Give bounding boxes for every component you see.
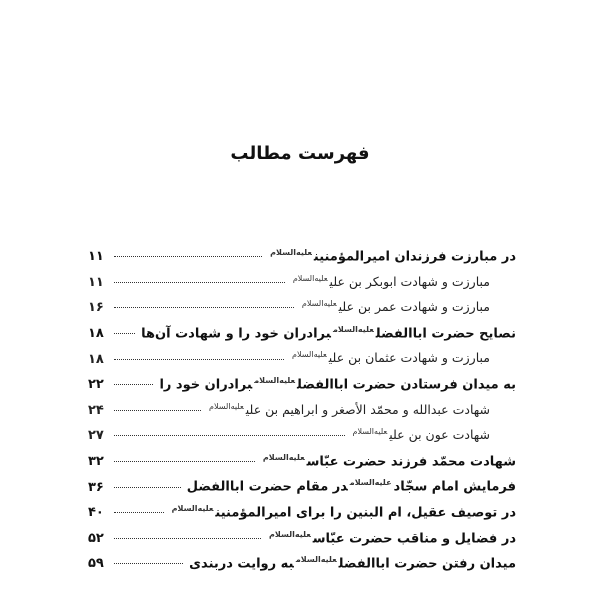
page-title: فهرست مطالب [230,143,370,164]
toc-entry-text: در مبارزت فرزندان امیرالمؤمنین [313,249,516,265]
toc-entry-text: در توصیف عقیل، ام البنین را برای امیرالمؤمنین [215,505,516,521]
toc-entry[interactable] [88,240,516,266]
toc-entry[interactable] [88,317,516,343]
toc-page-number: ۱۱ [88,249,104,265]
toc-page-number: ۱۱ [88,274,104,290]
honorific-glyph-icon: عليه‌السلام [292,350,327,360]
honorific-glyph-icon: عليه‌السلام [171,503,214,513]
toc-page-number: ۱۸ [88,351,104,367]
dot-leader [114,402,201,411]
toc-page-number: ۲۷ [88,428,104,444]
toc-entry-text: در فضایل و مناقب حضرت عبّاس [312,530,516,546]
dot-leader [114,530,261,539]
dot-leader [114,453,255,462]
honorific-glyph-icon: عليه‌السلام [269,529,311,539]
dot-leader [114,351,284,360]
honorific-glyph-icon: عليه‌السلام [352,427,388,437]
toc-entry-title [300,291,490,320]
table-of-contents [88,240,516,573]
toc-entry-text: نصایح حضرت اباالفضل [375,326,516,342]
toc-entry-text: مبارزت و شهادت عثمان بن علی [328,350,490,366]
toc-entry[interactable] [88,419,516,445]
toc-page-number: ۲۴ [88,402,104,418]
toc-entry-text-continued: برادران خود را [159,377,253,393]
dot-leader [114,325,135,334]
toc-page-number: ۴۰ [88,505,104,521]
toc-page-number: ۱۶ [88,300,104,316]
toc-entry-text: به میدان فرستادن حضرت اباالفضل [297,377,516,393]
toc-entry-text: شهادت عبدالله و محمّد الأصغر و ابراهیم بن علی [245,401,490,417]
honorific-glyph-icon: عليه‌السلام [262,452,305,462]
toc-entry-text: شهادت عون بن علی [389,427,490,443]
toc-page-number: ۵۲ [88,530,104,546]
toc-page-number: ۲۲ [88,377,104,393]
toc-entry-text-continued: در مقام حضرت اباالفضل [186,479,348,495]
toc-entry-text: فرمایش امام سجّاد [393,479,516,495]
toc-entry-text-continued: به روایت دربندی [189,556,294,572]
honorific-glyph-icon: عليه‌السلام [301,299,337,309]
toc-entry[interactable] [88,445,516,471]
dot-leader [114,274,285,283]
toc-entry-title [207,394,490,423]
toc-entry-title [351,419,491,448]
dot-leader [114,299,294,308]
dot-leader [114,479,181,488]
dot-leader [114,427,345,436]
toc-entry[interactable] [88,547,516,573]
toc-entry-text: میدان رفتن حضرت اباالفضل [338,556,516,572]
toc-page-number: ۳۶ [88,479,104,495]
toc-entry-text: شهادت محمّد فرزند حضرت عبّاس [306,454,516,470]
toc-entry[interactable] [88,470,516,496]
toc-entry-title [189,547,516,577]
honorific-glyph-icon: عليه‌السلام [209,401,244,411]
toc-entry[interactable] [88,394,516,420]
honorific-glyph-icon: عليه‌السلام [332,324,374,334]
toc-page-number: ۱۸ [88,326,104,342]
toc-entry-title [290,342,490,371]
toc-entry-text: مبارزت و شهادت عمر بن علی [338,299,490,315]
honorific-glyph-icon: عليه‌السلام [349,478,392,488]
toc-page-number: ۵۹ [88,556,104,572]
dot-leader [114,504,164,513]
honorific-glyph-icon: عليه‌السلام [295,555,337,565]
honorific-glyph-icon: عليه‌السلام [270,248,312,257]
honorific-glyph-icon: عليه‌السلام [254,375,296,385]
toc-page-number: ۳۲ [88,454,104,470]
dot-leader [114,555,183,564]
toc-entry[interactable] [88,368,516,394]
toc-entry-title [291,266,490,295]
toc-entry-text: مبارزت و شهادت ابوبکر بن علی [329,273,490,289]
dot-leader [114,376,153,385]
toc-entry[interactable] [88,266,516,292]
toc-entry-text-continued: برادران خود را و شهادت آن‌ها [141,326,331,342]
honorific-glyph-icon: عليه‌السلام [292,273,328,283]
toc-entry[interactable] [88,496,516,522]
dot-leader [114,248,262,257]
toc-entry[interactable] [88,291,516,317]
toc-entry[interactable] [88,522,516,548]
